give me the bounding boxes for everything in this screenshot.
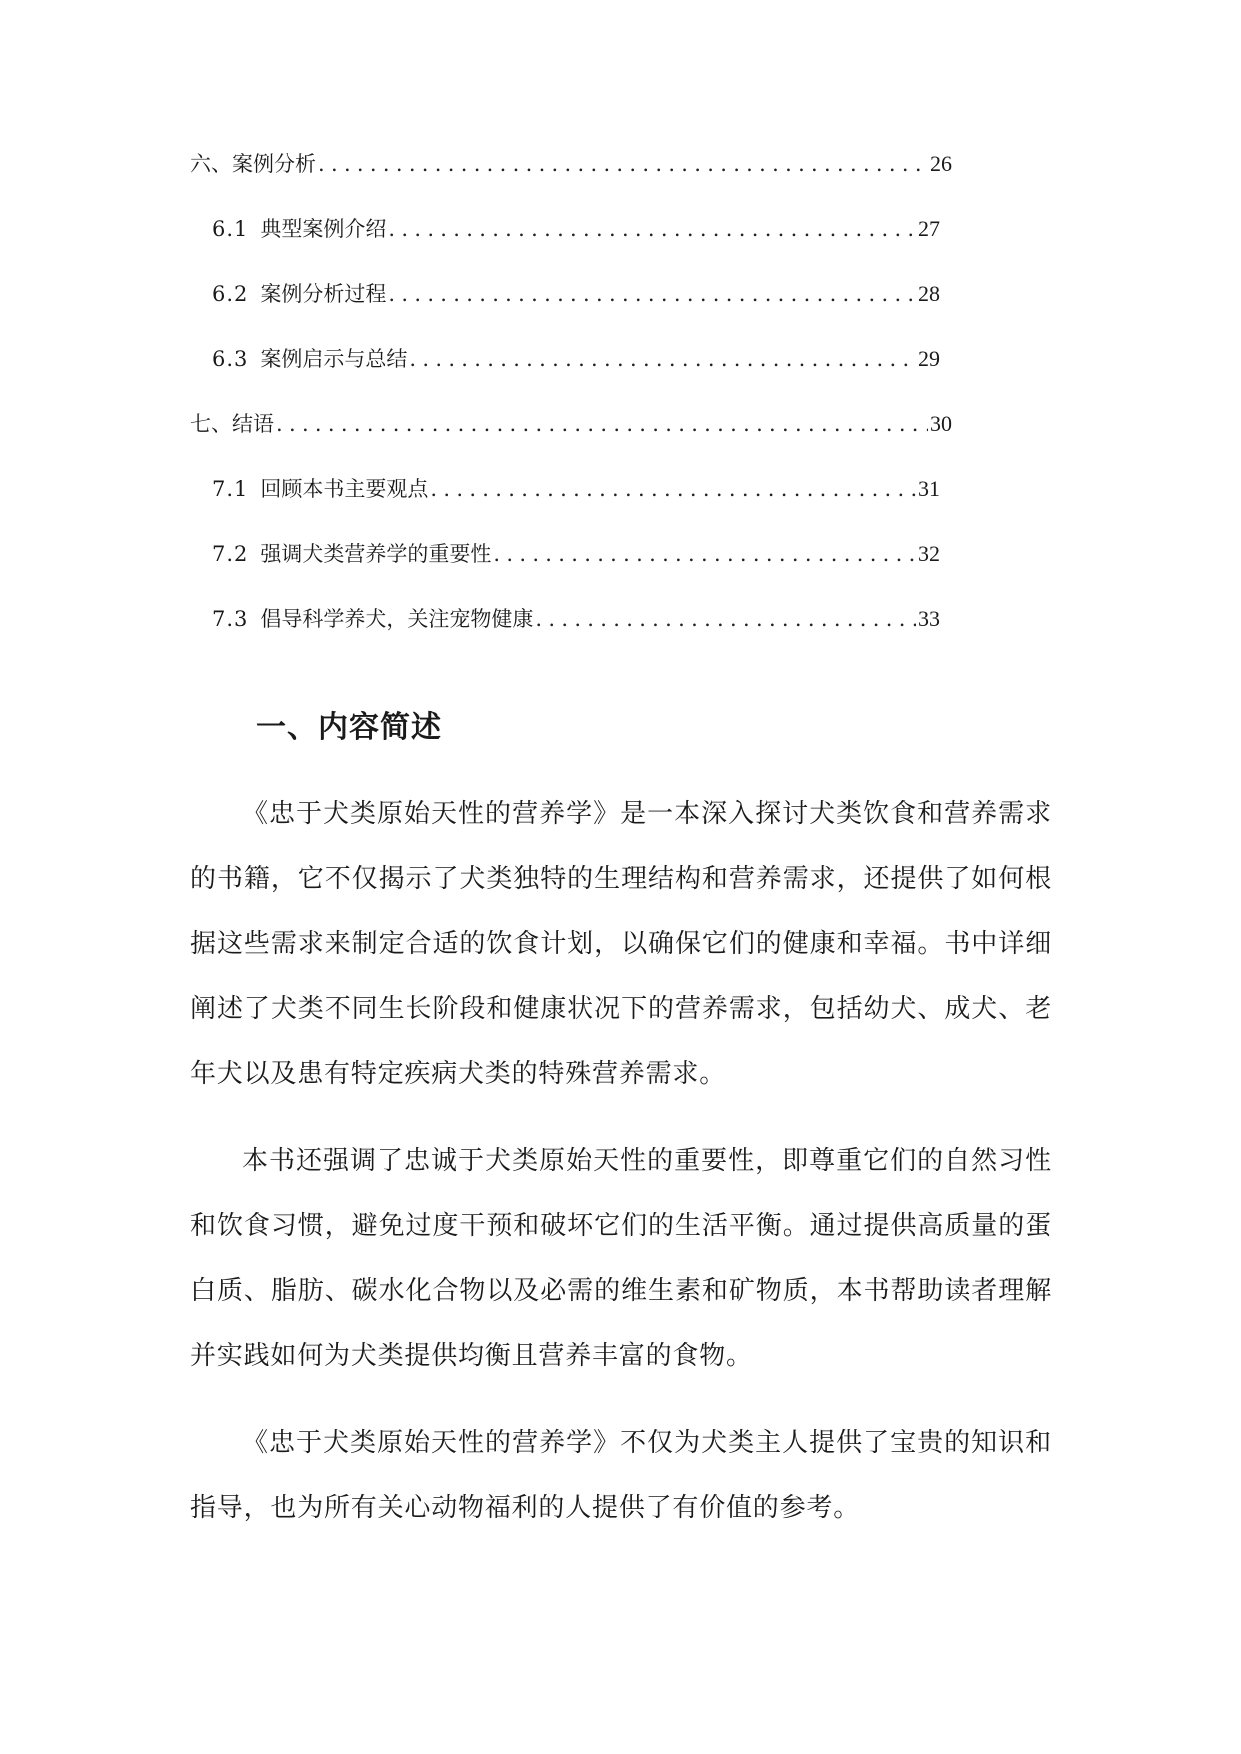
- section-heading: 一、内容简述: [256, 710, 442, 745]
- toc-page-number: 30: [930, 411, 952, 436]
- body-paragraph: 本书还强调了忠诚于犬类原始天性的重要性，即尊重它们的自然习性和饮食习惯，避免过度干预和破坏它们的生活平衡。通过提供高质量的蛋白质、脂肪、碳水化合物以及必需的维生素和矿物质，本书帮助读者理解并实践如何为犬类提供均衡且营养丰富的食物。: [190, 1146, 1052, 1371]
- toc-entry-title: 六、案例分析: [190, 152, 316, 176]
- toc-entry-7-2[interactable]: [190, 538, 940, 603]
- toc-leader-dots: [276, 412, 928, 436]
- toc-entry-number: 6.1: [212, 217, 249, 241]
- toc-entry-6-3[interactable]: [190, 343, 940, 408]
- toc-leader-dots: [430, 477, 916, 501]
- toc-page-number: 29: [918, 346, 940, 371]
- toc-page-number: 31: [918, 476, 940, 501]
- body-paragraph: 《忠于犬类原始天性的营养学》不仅为犬类主人提供了宝贵的知识和指导，也为所有关心动物福利的人提供了有价值的参考。: [190, 1428, 1052, 1523]
- toc-entry-title: 案例启示与总结: [260, 347, 408, 371]
- toc-page-number: 32: [918, 541, 940, 566]
- table-of-contents: [190, 148, 960, 668]
- toc-leader-dots: [535, 607, 916, 631]
- toc-entry-number: 6.3: [212, 347, 249, 371]
- toc-entry-title: 典型案例介绍: [260, 217, 387, 241]
- toc-leader-dots: [388, 217, 916, 241]
- toc-leader-dots: [409, 347, 916, 371]
- toc-page-number: 27: [918, 216, 940, 241]
- toc-entry-title: 回顾本书主要观点: [260, 477, 429, 501]
- toc-entry-number: 6.2: [212, 282, 249, 306]
- toc-entry-title: 强调犬类营养学的重要性: [260, 542, 492, 566]
- toc-entry-title: 七、结语: [190, 412, 274, 436]
- toc-entry-number: 7.3: [212, 607, 249, 631]
- toc-entry-7-3[interactable]: [190, 603, 940, 668]
- toc-entry-6-1[interactable]: [190, 213, 940, 278]
- toc-page-number: 26: [930, 151, 952, 176]
- section-body: [190, 782, 1052, 1563]
- toc-entry-number: 7.1: [212, 477, 249, 501]
- toc-entry-7-1[interactable]: [190, 473, 940, 538]
- toc-page-number: 33: [918, 606, 940, 631]
- toc-entry-title: 倡导科学养犬，关注宠物健康: [260, 607, 534, 631]
- toc-entry-title: 案例分析过程: [260, 282, 387, 306]
- toc-entry-chapter-6[interactable]: [190, 148, 952, 213]
- toc-leader-dots: [493, 542, 916, 566]
- body-paragraph: 《忠于犬类原始天性的营养学》是一本深入探讨犬类饮食和营养需求的书籍，它不仅揭示了犬类独特的生理结构和营养需求，还提供了如何根据这些需求来制定合适的饮食计划，以确保它们的健康和幸福。书中详细阐述了犬类不同生长阶段和健康状况下的营养需求，包括幼犬、成犬、老年犬以及患有特定疾病犬类的特殊营养需求。: [190, 799, 1052, 1089]
- toc-leader-dots: [318, 152, 928, 176]
- toc-entry-number: 7.2: [212, 542, 249, 566]
- toc-entry-6-2[interactable]: [190, 278, 940, 343]
- toc-entry-chapter-7[interactable]: [190, 408, 952, 473]
- toc-leader-dots: [388, 282, 916, 306]
- toc-page-number: 28: [918, 281, 940, 306]
